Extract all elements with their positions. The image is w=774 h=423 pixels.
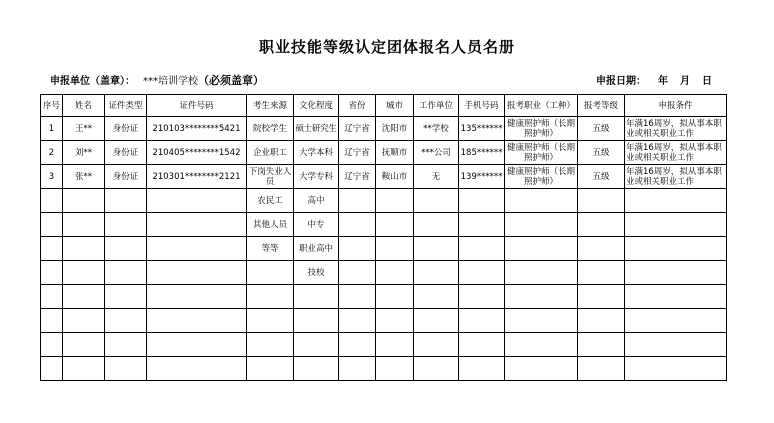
header-cell: 序号	[41, 95, 63, 117]
table-cell: 大学本科	[294, 141, 339, 165]
table-cell: 辽宁省	[339, 165, 376, 189]
table-cell: 企业职工	[247, 141, 294, 165]
education-option: 中专	[294, 213, 339, 237]
table-cell: 年满16周岁，拟从事本职业或相关职业工作	[625, 117, 727, 141]
table-cell: 五级	[578, 117, 625, 141]
table-row	[41, 333, 727, 357]
table-cell: 210301********2121	[147, 165, 247, 189]
table-row	[41, 141, 727, 165]
seal-required-note: （必须盖章）	[198, 74, 264, 87]
header-cell: 报考职业（工种）	[505, 95, 578, 117]
header-row	[41, 95, 727, 117]
table-row	[41, 189, 727, 213]
header-cell: 手机号码	[459, 95, 505, 117]
table-cell: 大学专科	[294, 165, 339, 189]
header-cell: 报考等级	[578, 95, 625, 117]
source-option: 等等	[247, 237, 294, 261]
table-cell: 张**	[63, 165, 105, 189]
table-cell: 身份证	[105, 141, 147, 165]
table-row	[41, 117, 727, 141]
table-cell: 鞍山市	[376, 165, 414, 189]
application-date	[596, 72, 712, 87]
table-cell: 五级	[578, 141, 625, 165]
table-cell: 健康照护师（长期照护师）	[505, 165, 578, 189]
source-option: 农民工	[247, 189, 294, 213]
header-cell: 考生来源	[247, 95, 294, 117]
header-cell: 城市	[376, 95, 414, 117]
table-cell: 抚顺市	[376, 141, 414, 165]
table-cell: 下岗失业人员	[247, 165, 294, 189]
table-cell: 沈阳市	[376, 117, 414, 141]
table-cell: 210103********5421	[147, 117, 247, 141]
table-cell: 健康照护师（长期照护师）	[505, 141, 578, 165]
table-cell: 1	[41, 117, 63, 141]
table-cell: 无	[414, 165, 459, 189]
applicant-unit-value: ***培训学校	[143, 76, 198, 87]
table-cell: 135******	[459, 117, 505, 141]
form-title: 职业技能等级认定团体报名人员名册	[258, 38, 515, 56]
table-cell: 健康照护师（长期照护师）	[505, 117, 578, 141]
registration-table	[40, 94, 727, 381]
table-cell: 2	[41, 141, 63, 165]
table-cell: 139******	[459, 165, 505, 189]
table-row	[41, 213, 727, 237]
header-cell: 证件号码	[147, 95, 247, 117]
table-row	[41, 165, 727, 189]
source-option: 其他人员	[247, 213, 294, 237]
table-row	[41, 309, 727, 333]
table-cell: 210405********1542	[147, 141, 247, 165]
table-cell: 刘**	[63, 141, 105, 165]
applicant-unit	[50, 72, 264, 88]
table-cell: **学校	[414, 117, 459, 141]
table-cell: 辽宁省	[339, 117, 376, 141]
table-cell: 身份证	[105, 165, 147, 189]
date-year: 年	[658, 76, 668, 87]
header-cell: 文化程度	[294, 95, 339, 117]
table-row	[41, 261, 727, 285]
education-option: 高中	[294, 189, 339, 213]
table-cell: ***公司	[414, 141, 459, 165]
table-cell: 硕士研究生	[294, 117, 339, 141]
table-cell: 年满16周岁，拟从事本职业或相关职业工作	[625, 141, 727, 165]
applicant-unit-label: 申报单位（盖章）：	[50, 76, 135, 87]
table-cell: 辽宁省	[339, 141, 376, 165]
header-cell: 姓名	[63, 95, 105, 117]
table-cell: 年满16周岁，拟从事本职业或相关职业工作	[625, 165, 727, 189]
education-option: 职业高中	[294, 237, 339, 261]
table-cell: 3	[41, 165, 63, 189]
application-date-label: 申报日期：	[596, 76, 646, 87]
header-cell: 证件类型	[105, 95, 147, 117]
table-cell: 院校学生	[247, 117, 294, 141]
table-row	[41, 357, 727, 381]
header-cell: 申报条件	[625, 95, 727, 117]
header-cell: 省份	[339, 95, 376, 117]
table-row	[41, 285, 727, 309]
date-day: 日	[702, 76, 712, 87]
date-month: 月	[680, 76, 690, 87]
table-row	[41, 237, 727, 261]
table-cell: 五级	[578, 165, 625, 189]
header-cell: 工作单位	[414, 95, 459, 117]
table-cell: 185******	[459, 141, 505, 165]
table-cell: 王**	[63, 117, 105, 141]
table-cell: 身份证	[105, 117, 147, 141]
education-option: 技校	[294, 261, 339, 285]
